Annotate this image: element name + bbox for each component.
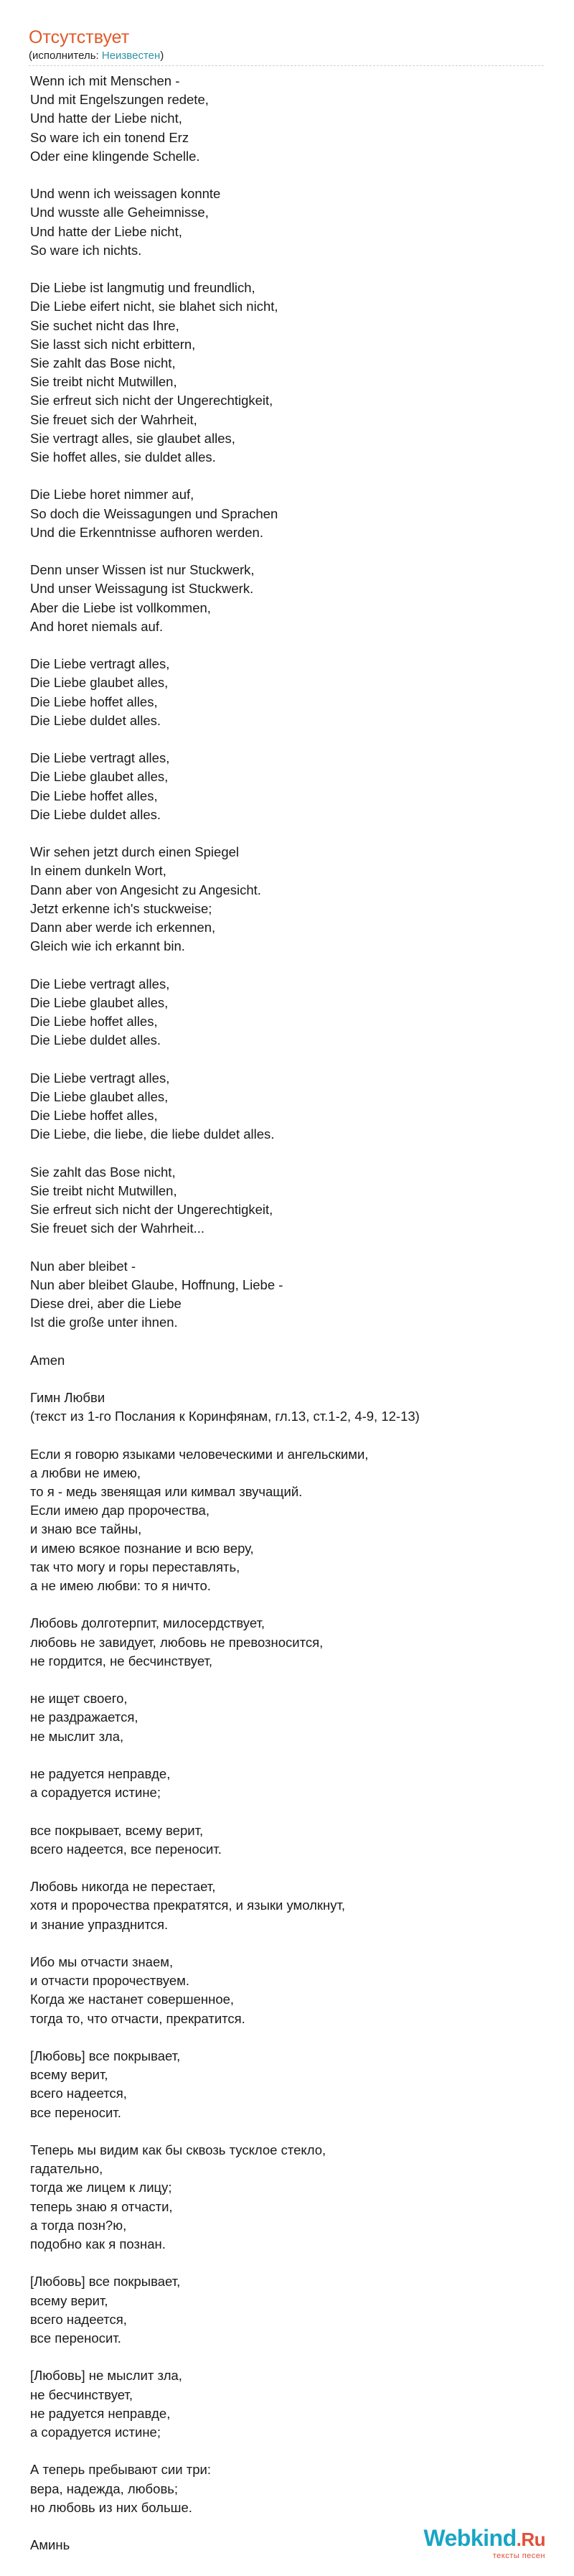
lyrics-line: вера, надежда, любовь; xyxy=(30,2481,179,2496)
lyrics-line: Nun aber bleibet - xyxy=(30,1258,136,1274)
lyrics-stanza xyxy=(30,72,544,166)
lyrics-line: Die Liebe, die liebe, die liebe duldet alles. xyxy=(30,1126,275,1142)
lyrics-line: хотя и пророчества прекратятся, и языки умолкнут, xyxy=(30,1898,346,1913)
lyrics-line: Amen xyxy=(30,1352,65,1368)
lyrics-line: Sie lasst sich nicht erbittern, xyxy=(30,336,196,352)
lyrics-line: Jetzt erkenne ich's stuckweise; xyxy=(30,900,212,916)
lyrics-line: Und wusste alle Geheimnisse, xyxy=(30,205,209,220)
lyrics-line: Sie treibt nicht Mutwillen, xyxy=(30,374,177,390)
lyrics-stanza xyxy=(30,1689,544,1746)
lyrics-line: Когда же настанет совершенное, xyxy=(30,1992,235,2007)
lyrics-stanza xyxy=(30,2272,544,2348)
lyrics-line: (текст из 1-го Послания к Коринфянам, гл.13, ст.1-2, 4-9, 12-13) xyxy=(30,1409,420,1424)
lyrics-stanza xyxy=(30,1163,544,1238)
lyrics-line: Если имею дар пророчества, xyxy=(30,1503,210,1518)
lyrics-stanza xyxy=(30,2366,544,2442)
lyrics-line: Gleich wie ich erkannt bin. xyxy=(30,938,185,954)
lyrics-line: Die Liebe eifert nicht, sie blahet sich nicht, xyxy=(30,299,278,314)
lyrics-line: Sie freuet sich der Wahrheit... xyxy=(30,1221,205,1236)
lyrics-line: все покрывает, всему верит, xyxy=(30,1822,204,1838)
lyrics-line: подобно как я познан. xyxy=(30,2236,166,2252)
lyrics-line: Nun aber bleibet Glaube, Hoffnung, Liebe - xyxy=(30,1277,283,1292)
lyrics-stanza xyxy=(30,2141,544,2254)
header-divider xyxy=(29,65,544,66)
lyrics-line: Die Liebe hoffet alles, xyxy=(30,1108,158,1124)
lyrics-line: Die Liebe hoffet alles, xyxy=(30,1014,158,1030)
lyrics-stanza xyxy=(30,485,544,542)
lyrics-line: не мыслит зла, xyxy=(30,1728,124,1744)
logo-tld-text: .Ru xyxy=(516,2529,545,2550)
lyrics-stanza xyxy=(30,1257,544,1333)
lyrics-line: Denn unser Wissen ist nur Stuckwerk, xyxy=(30,562,255,578)
lyrics-line: так что могу и горы переставлять, xyxy=(30,1559,240,1574)
lyrics-line: Die Liebe vertragt alles, xyxy=(30,976,170,991)
lyrics-text xyxy=(30,72,544,2574)
lyrics-stanza xyxy=(30,655,544,730)
lyrics-line: и знание упразднится. xyxy=(30,1916,169,1932)
lyrics-line: Sie erfreut sich nicht der Ungerechtigkeit, xyxy=(30,393,273,409)
lyrics-line: So ware ich ein tonend Erz xyxy=(30,129,189,145)
lyrics-line: всего надеется, xyxy=(30,2311,127,2327)
lyrics-line: и имею всякое познание и всю веру, xyxy=(30,1540,254,1556)
lyrics-line: всего надеется, xyxy=(30,2086,127,2101)
lyrics-line: Sie zahlt das Bose nicht, xyxy=(30,1164,176,1180)
lyrics-stanza xyxy=(30,2047,544,2122)
lyrics-line: всему верит, xyxy=(30,2292,108,2308)
lyrics-stanza xyxy=(30,1821,544,1859)
lyrics-line: Die Liebe hoffet alles, xyxy=(30,694,158,709)
lyrics-line: Sie treibt nicht Mutwillen, xyxy=(30,1182,177,1198)
lyrics-line: всему верит, xyxy=(30,2067,108,2083)
lyrics-line: So ware ich nichts. xyxy=(30,242,142,258)
lyrics-line: то я - медь звенящая или кимвал звучащий. xyxy=(30,1484,303,1500)
lyrics-line: Die Liebe duldet alles. xyxy=(30,1032,161,1048)
lyrics-line: Dann aber werde ich erkennen, xyxy=(30,920,216,935)
lyrics-line: So doch die Weissagungen und Sprachen xyxy=(30,505,278,521)
lyrics-line: Die Liebe glaubet alles, xyxy=(30,769,169,785)
lyrics-line: Oder eine klingende Schelle. xyxy=(30,148,200,164)
lyrics-line: Und wenn ich weissagen konnte xyxy=(30,186,221,202)
lyrics-line: Ибо мы отчасти знаем, xyxy=(30,1954,174,1969)
lyrics-line: любовь не завидует, любовь не превозносится, xyxy=(30,1634,324,1650)
lyrics-line: Diese drei, aber die Liebe xyxy=(30,1296,182,1312)
performer-suffix: ) xyxy=(160,50,164,62)
lyrics-line: Sie zahlt das Bose nicht, xyxy=(30,355,176,371)
performer-link[interactable]: Неизвестен xyxy=(101,50,161,62)
lyrics-line: Die Liebe horet nimmer auf, xyxy=(30,487,194,503)
lyrics-line: Любовь никогда не перестает, xyxy=(30,1879,216,1895)
logo-wordmark xyxy=(423,2526,545,2552)
lyrics-line: Die Liebe glaubet alles, xyxy=(30,1088,169,1104)
lyrics-line: а сорадуется истине; xyxy=(30,2425,161,2440)
lyrics-line: не радуется неправде, xyxy=(30,1766,171,1782)
lyrics-line: In einem dunkeln Wort, xyxy=(30,863,166,879)
song-title: Отсутствует xyxy=(29,27,130,47)
lyrics-stanza xyxy=(30,1445,544,1596)
performer-prefix: (исполнитель: xyxy=(29,50,102,62)
lyrics-stanza xyxy=(30,1614,544,1671)
lyrics-line: Und die Erkenntnisse aufhoren werden. xyxy=(30,524,263,540)
lyrics-stanza xyxy=(30,1953,544,2028)
lyrics-stanza xyxy=(30,749,544,824)
lyrics-line: Die Liebe vertragt alles, xyxy=(30,1070,170,1086)
lyrics-line: Wenn ich mit Menschen - xyxy=(30,73,180,88)
lyrics-line: Sie erfreut sich nicht der Ungerechtigkeit, xyxy=(30,1202,273,1218)
lyrics-line: тогда то, что отчасти, прекратится. xyxy=(30,2010,245,2026)
performer-line xyxy=(29,49,164,63)
lyrics-line: Die Liebe glaubet alles, xyxy=(30,994,169,1010)
lyrics-line: And horet niemals auf. xyxy=(30,618,164,634)
lyrics-line: Если я говорю языками человеческими и ангельскими, xyxy=(30,1446,369,1462)
site-logo[interactable] xyxy=(423,2526,545,2560)
lyrics-line: [Любовь] все покрывает, xyxy=(30,2274,181,2290)
lyrics-line: Sie vertragt alles, sie glaubet alles, xyxy=(30,430,235,446)
lyrics-line: теперь знаю я отчасти, xyxy=(30,2198,173,2214)
lyrics-line: не бесчинствует, xyxy=(30,2386,133,2402)
lyrics-line: [Любовь] не мыслит зла, xyxy=(30,2368,182,2384)
lyrics-stanza xyxy=(30,279,544,467)
lyrics-line: Die Liebe ist langmutig und freundlich, xyxy=(30,280,255,296)
lyrics-line: и отчасти пророчествуем. xyxy=(30,1973,189,1989)
lyrics-line: Sie freuet sich der Wahrheit, xyxy=(30,411,197,427)
lyrics-line: Und mit Engelszungen redete, xyxy=(30,92,209,108)
lyrics-line: а не имею любви: то я ничто. xyxy=(30,1578,211,1594)
lyrics-stanza xyxy=(30,843,544,956)
lyrics-stanza xyxy=(30,1389,544,1426)
lyrics-stanza xyxy=(30,1877,544,1934)
lyrics-line: не ищет своего, xyxy=(30,1691,128,1707)
lyrics-line: но любовь из них больше. xyxy=(30,2499,192,2515)
lyrics-line: Die Liebe duldet alles. xyxy=(30,806,161,822)
lyrics-line: Und hatte der Liebe nicht, xyxy=(30,111,182,126)
lyrics-line: Любовь долготерпит, милосердствует, xyxy=(30,1615,265,1631)
lyrics-line: Die Liebe vertragt alles, xyxy=(30,750,170,766)
lyrics-line: Гимн Любви xyxy=(30,1390,105,1406)
lyrics-line: а тогда позн?ю, xyxy=(30,2217,127,2233)
lyrics-line: [Любовь] все покрывает, xyxy=(30,2048,181,2063)
lyrics-line: Аминь xyxy=(30,2537,70,2553)
lyrics-line: тогда же лицем к лицу; xyxy=(30,2180,172,2195)
lyrics-line: Aber die Liebe ist vollkommen, xyxy=(30,599,211,615)
lyrics-line: Sie suchet nicht das Ihre, xyxy=(30,317,179,333)
lyrics-stanza xyxy=(30,1069,544,1144)
lyrics-line: Теперь мы видим как бы сквозь тусклое стекло, xyxy=(30,2142,326,2157)
lyrics-line: Die Liebe duldet alles. xyxy=(30,712,161,728)
lyrics-line: Sie hoffet alles, sie duldet alles. xyxy=(30,449,216,465)
lyrics-line: все переносит. xyxy=(30,2330,121,2346)
lyrics-line: не раздражается, xyxy=(30,1709,138,1725)
lyrics-line: Und hatte der Liebe nicht, xyxy=(30,223,182,239)
lyrics-line: Ist die große unter ihnen. xyxy=(30,1315,178,1330)
lyrics-line: Und unser Weissagung ist Stuckwerk. xyxy=(30,581,254,597)
lyrics-line: Wir sehen jetzt durch einen Spiegel xyxy=(30,844,240,860)
logo-main-text: Webkind xyxy=(423,2525,517,2551)
lyrics-line: А теперь пребывают сии три: xyxy=(30,2462,211,2478)
lyrics-stanza xyxy=(30,185,544,260)
lyrics-line: не радуется неправде, xyxy=(30,2405,171,2421)
lyrics-line: а сорадуется истине; xyxy=(30,1785,161,1801)
lyrics-line: и знаю все тайны, xyxy=(30,1521,142,1537)
lyrics-line: Dann aber von Angesicht zu Angesicht. xyxy=(30,882,261,897)
lyrics-line: всего надеется, все переносит. xyxy=(30,1841,222,1857)
lyrics-line: все переносит. xyxy=(30,2104,121,2120)
lyrics-line: гадательно, xyxy=(30,2161,103,2177)
lyrics-line: не гордится, не бесчинствует, xyxy=(30,1653,213,1669)
lyrics-line: Die Liebe vertragt alles, xyxy=(30,656,170,672)
lyrics-stanza xyxy=(30,1765,544,1802)
lyrics-line: Die Liebe glaubet alles, xyxy=(30,675,169,691)
lyrics-stanza xyxy=(30,561,544,636)
lyrics-line: а любви не имею, xyxy=(30,1465,141,1480)
lyrics-stanza xyxy=(30,2460,544,2517)
logo-subtitle: тексты песен xyxy=(492,2552,545,2560)
lyrics-stanza xyxy=(30,1351,544,1370)
lyrics-line: Die Liebe hoffet alles, xyxy=(30,788,158,803)
lyrics-stanza xyxy=(30,975,544,1050)
